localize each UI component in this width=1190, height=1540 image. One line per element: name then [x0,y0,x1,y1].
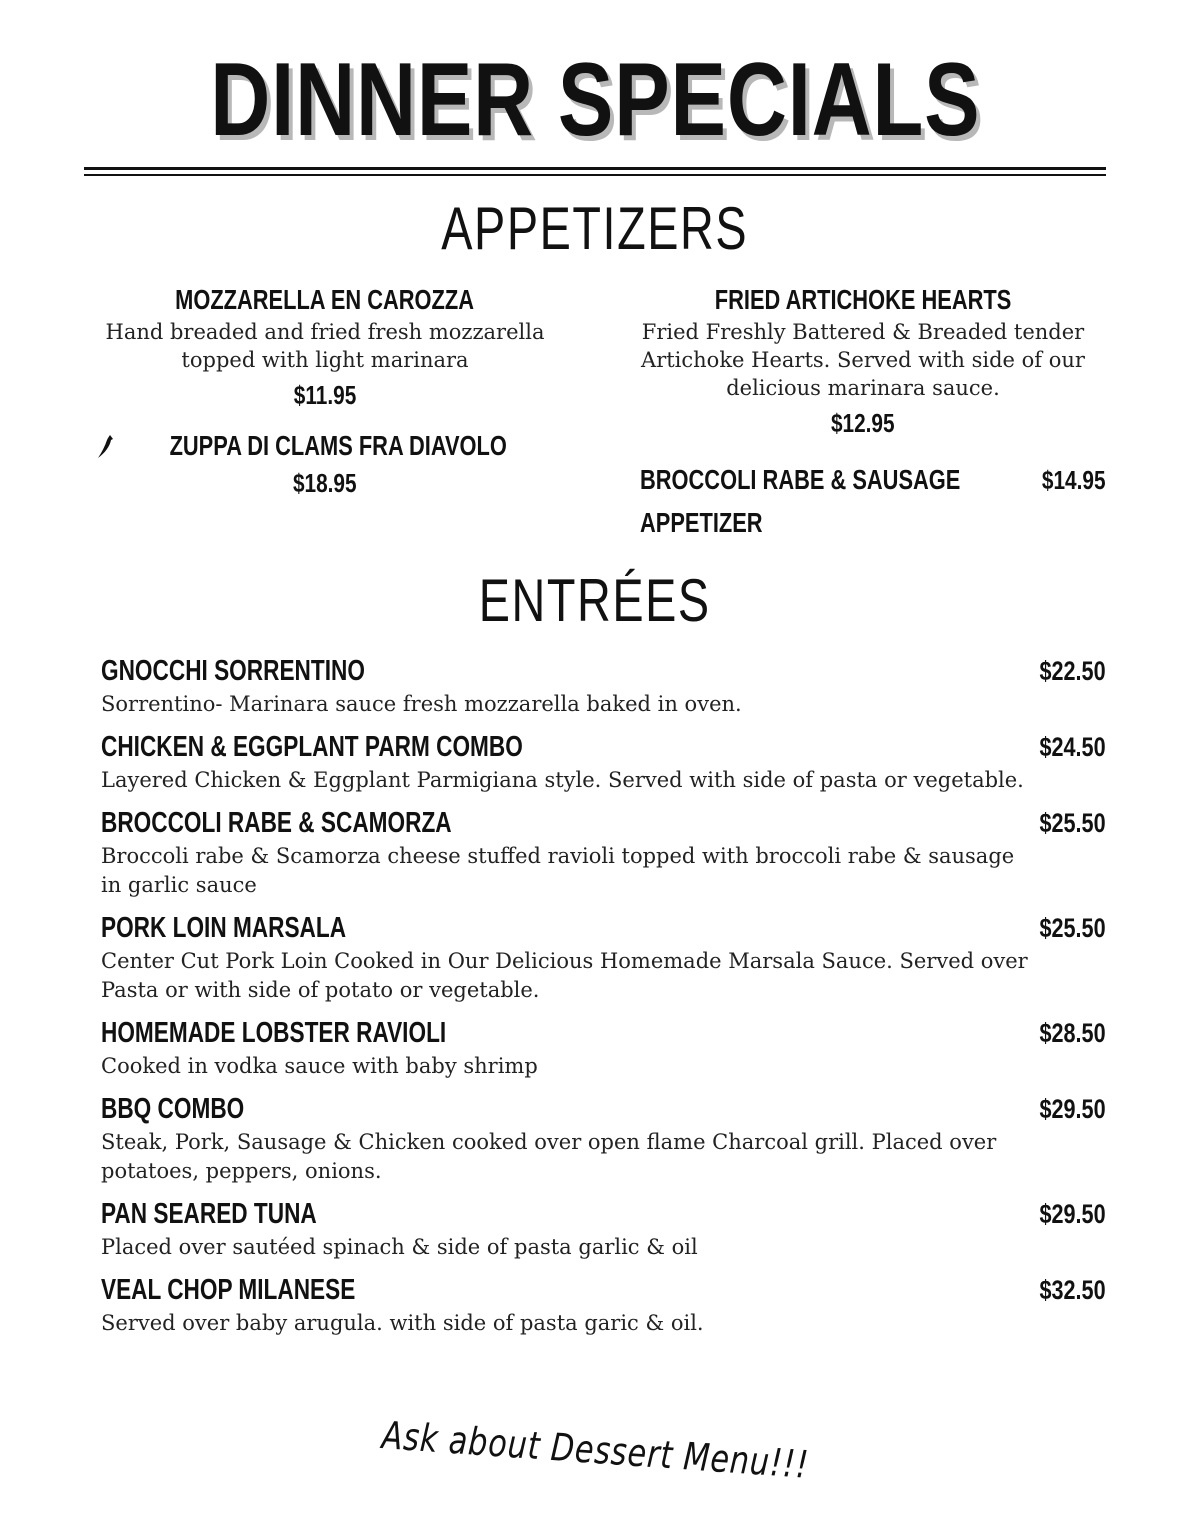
appetizer-name: MOZZARELLA EN CAROZZA [175,284,475,315]
entree-price: $25.50 [1039,913,1106,943]
page-title: DINNER SPECIALS [209,42,981,158]
entrees-list [101,652,1106,1347]
entree-description: Placed over sautéed spinach & side of pasta garlic & oil [101,1235,698,1259]
list-item [101,1195,1106,1262]
dessert-menu-note: Ask about Dessert Menu!!! [380,1413,810,1487]
appetizer-price: $11.95 [293,380,357,410]
list-item [101,652,1106,719]
list-item [101,804,1106,900]
list-item [101,1014,1106,1081]
chili-pepper-icon [96,433,116,459]
entree-description: Cooked in vodka sauce with baby shrimp [101,1054,538,1078]
list-item [101,909,1106,1005]
entree-price: $25.50 [1039,808,1106,838]
appetizer-price: $12.95 [831,408,895,438]
entree-name: BBQ COMBO [101,1093,245,1125]
entrees-heading: ENTRÉES [479,567,711,634]
appetizer-name: FRIED ARTICHOKE HEARTS [714,284,1012,315]
appetizer-name: BROCCOLI RABE & SAUSAGE APPETIZER [640,464,961,538]
appetizers-heading: APPETIZERS [441,195,749,262]
broccoli-rabe-appetizer [640,458,1106,544]
list-item [101,1271,1106,1338]
entree-description: Broccoli rabe & Scamorza cheese stuffed ravioli topped with broccoli rabe & sausage in garlic sauce [101,844,1015,897]
entree-price: $29.50 [1039,1094,1106,1124]
entree-description: Layered Chicken & Eggplant Parmigiana style. Served with side of pasta or vegetable. [101,768,1024,792]
entree-price: $22.50 [1039,656,1106,686]
entree-name: PAN SEARED TUNA [101,1198,317,1230]
appetizer-price: $14.95 [1042,465,1106,495]
entree-name: VEAL CHOP MILANESE [101,1274,356,1306]
entree-name: CHICKEN & EGGPLANT PARM COMBO [101,731,523,763]
appetizers-left-column [90,282,560,500]
entree-name: HOMEMADE LOBSTER RAVIOLI [101,1017,447,1049]
entree-description: Served over baby arugula. with side of pasta garic & oil. [101,1311,704,1335]
entree-name: BROCCOLI RABE & SCAMORZA [101,807,452,839]
entree-description: Sorrentino- Marinara sauce fresh mozzarella baked in oven. [101,692,742,716]
appetizer-price: $18.95 [293,468,357,498]
entree-price: $28.50 [1039,1018,1106,1048]
entree-description: Steak, Pork, Sausage & Chicken cooked over open flame Charcoal grill. Placed over potatoes, peppers, onions. [101,1130,997,1183]
appetizer-description: Fried Freshly Battered & Breaded tender Artichoke Hearts. Served with side of our delicious marinara sauce. [641,320,1085,400]
entree-price: $24.50 [1039,732,1106,762]
appetizer-description: Hand breaded and fried fresh mozzarella topped with light marinara [105,320,545,372]
entree-price: $32.50 [1039,1275,1106,1305]
entree-description: Center Cut Pork Loin Cooked in Our Delicious Homemade Marsala Sauce. Served over Pasta or with side of potato or vegetable. [101,949,1028,1002]
list-item [101,1090,1106,1186]
entree-price: $29.50 [1039,1199,1106,1229]
title-divider-thick [84,167,1106,170]
title-divider-thin [84,174,1106,176]
appetizer-name: ZUPPA DI CLAMS FRA DIAVOLO [90,428,560,464]
appetizers-right-column [628,282,1098,440]
entree-name: GNOCCHI SORRENTINO [101,655,365,687]
list-item [101,728,1106,795]
entree-name: PORK LOIN MARSALA [101,912,347,944]
